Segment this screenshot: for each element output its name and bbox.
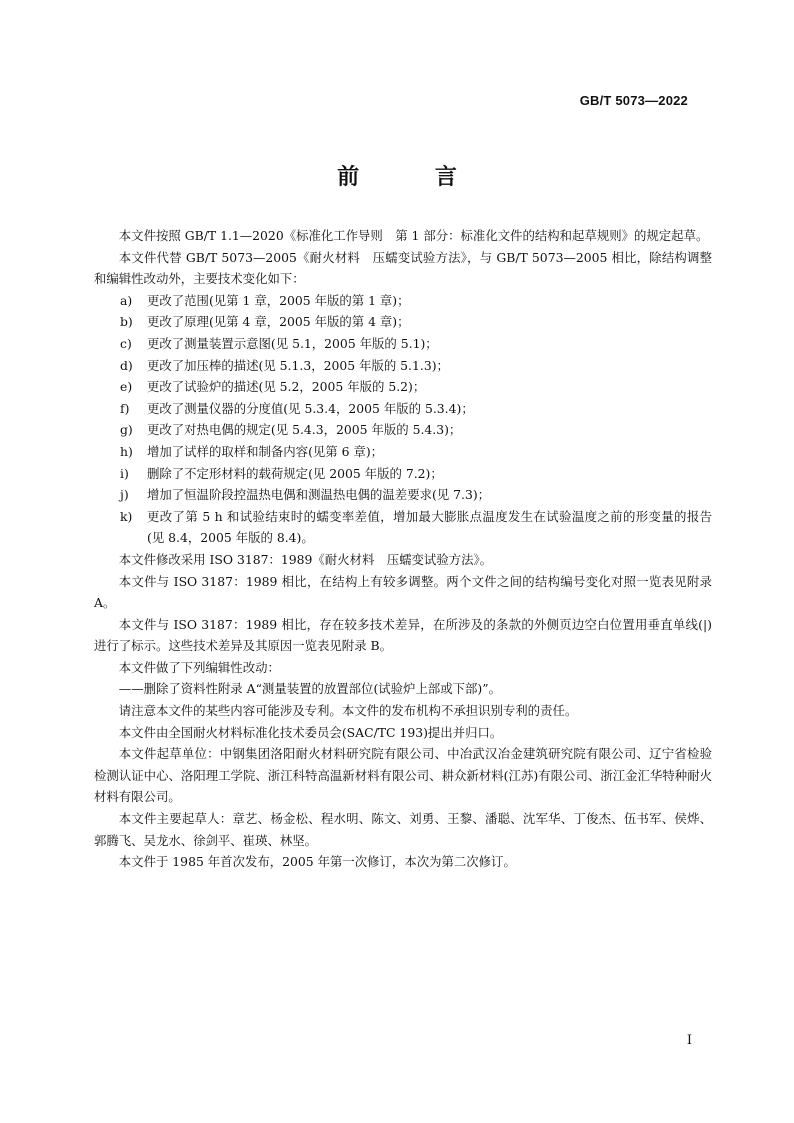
list-item-text: 更改了范围(见第 1 章，2005 年版的第 1 章)； xyxy=(147,292,410,308)
list-item xyxy=(94,484,712,506)
paragraph-editorial-item: ——删除了资料性附录 A“测量装置的放置部位(试验炉上部或下部)”。 xyxy=(118,681,501,697)
list-item xyxy=(94,398,712,420)
foreword-body xyxy=(94,225,712,873)
standard-number: GB/T 5073—2022 xyxy=(579,93,688,108)
list-item-label: a) xyxy=(120,292,133,308)
paragraph-drafters: 本文件主要起草人：章艺、杨金松、程水明、陈文、刘勇、王黎、潘聪、沈军华、丁俊杰、伍书军、侯烨、郭腾飞、吴龙水、徐剑平、崔瑛、林坚。 xyxy=(94,811,712,848)
list-item xyxy=(94,311,712,333)
list-item-label: g) xyxy=(120,422,133,438)
list-item xyxy=(94,463,712,485)
list-item-label: i) xyxy=(120,465,129,481)
list-item-text: 更改了原理(见第 4 章，2005 年版的第 4 章)； xyxy=(147,314,410,330)
list-item xyxy=(94,376,712,398)
list-item-text: 更改了测量装置示意图(见 5.1，2005 年版的 5.1)； xyxy=(147,335,438,351)
list-item-label: c) xyxy=(120,335,132,351)
page-title: 前 言 xyxy=(337,164,491,190)
page-number: I xyxy=(686,1033,692,1048)
technical-changes-list xyxy=(94,290,712,549)
list-item-label: b) xyxy=(120,314,133,330)
paragraph-history: 本文件于 1985 年首次发布，2005 年第一次修订，本次为第二次修订。 xyxy=(118,854,516,870)
paragraph-replacement: 本文件代替 GB/T 5073—2005《耐火材料 压蠕变试验方法》，与 GB/T 5073—2005 相比，除结构调整和编辑性改动外，主要技术变化如下： xyxy=(94,249,712,287)
paragraph-technical-note: 本文件与 ISO 3187：1989 相比，存在较多技术差异，在所涉及的条款的外侧页边空白位置用垂直单线(|)进行了标示。这些技术差异及其原因一览表见附录 B。 xyxy=(94,616,712,654)
list-item xyxy=(94,419,712,441)
list-item xyxy=(94,290,712,312)
paragraph-structure-note: 本文件与 ISO 3187：1989 相比，在结构上有较多调整。两个文件之间的结构编号变化对照一览表见附录 A。 xyxy=(94,573,712,611)
list-item-text: 增加了试样的取样和制备内容(见第 6 章)； xyxy=(147,443,384,459)
list-item-label: j) xyxy=(120,487,129,503)
list-item xyxy=(94,333,712,355)
list-item-text: 增加了恒温阶段控温热电偶和测温热电偶的温差要求(见 7.3)； xyxy=(147,487,491,503)
list-item-label: h) xyxy=(120,443,133,459)
list-item-text: 更改了第 5 h 和试验结束时的蠕变率差值，增加最大膨胀点温度发生在试验温度之前的形变量的报告(见 8.4，2005 年版的 8.4)。 xyxy=(147,508,712,546)
list-item xyxy=(94,355,712,377)
list-item-label: e) xyxy=(120,379,133,395)
paragraph-patent-notice: 请注意本文件的某些内容可能涉及专利。本文件的发布机构不承担识别专利的责任。 xyxy=(118,703,578,719)
list-item-text: 更改了对热电偶的规定(见 5.4.3，2005 年版的 5.4.3)； xyxy=(147,422,462,438)
list-item-label: f) xyxy=(120,400,130,416)
paragraph-proposer: 本文件由全国耐火材料标准化技术委员会(SAC/TC 193)提出并归口。 xyxy=(118,724,503,740)
list-item-text: 更改了试验炉的描述(见 5.2，2005 年版的 5.2)； xyxy=(147,379,426,395)
list-item-text: 更改了测量仪器的分度值(见 5.3.4，2005 年版的 5.3.4)； xyxy=(147,400,474,416)
list-item-label: d) xyxy=(120,357,133,373)
paragraph-editorial-intro: 本文件做了下列编辑性改动： xyxy=(118,659,280,675)
list-item xyxy=(94,441,712,463)
paragraph-drafting-units: 本文件起草单位：中钢集团洛阳耐火材料研究院有限公司、中冶武汉冶金建筑研究院有限公司、辽宁省检验检测认证中心、洛阳理工学院、浙江科特高温新材料有限公司、耕众新材料(江苏)有限公司、浙江金汇华特种耐火材料有限公司。 xyxy=(94,746,712,805)
list-item-text: 删除了不定形材料的载荷规定(见 2005 年版的 7.2)； xyxy=(147,465,443,481)
list-item-text: 更改了加压棒的描述(见 5.1.3，2005 年版的 5.1.3)； xyxy=(147,357,449,373)
list-item xyxy=(94,506,712,549)
list-item-label: k) xyxy=(120,508,133,524)
paragraph-drafting-rules: 本文件按照 GB/T 1.1—2020《标准化工作导则 第 1 部分：标准化文件的结构和起草规则》的规定起草。 xyxy=(118,228,709,243)
paragraph-modified-adoption: 本文件修改采用 ISO 3187：1989《耐火材料 压蠕变试验方法》。 xyxy=(118,551,493,567)
